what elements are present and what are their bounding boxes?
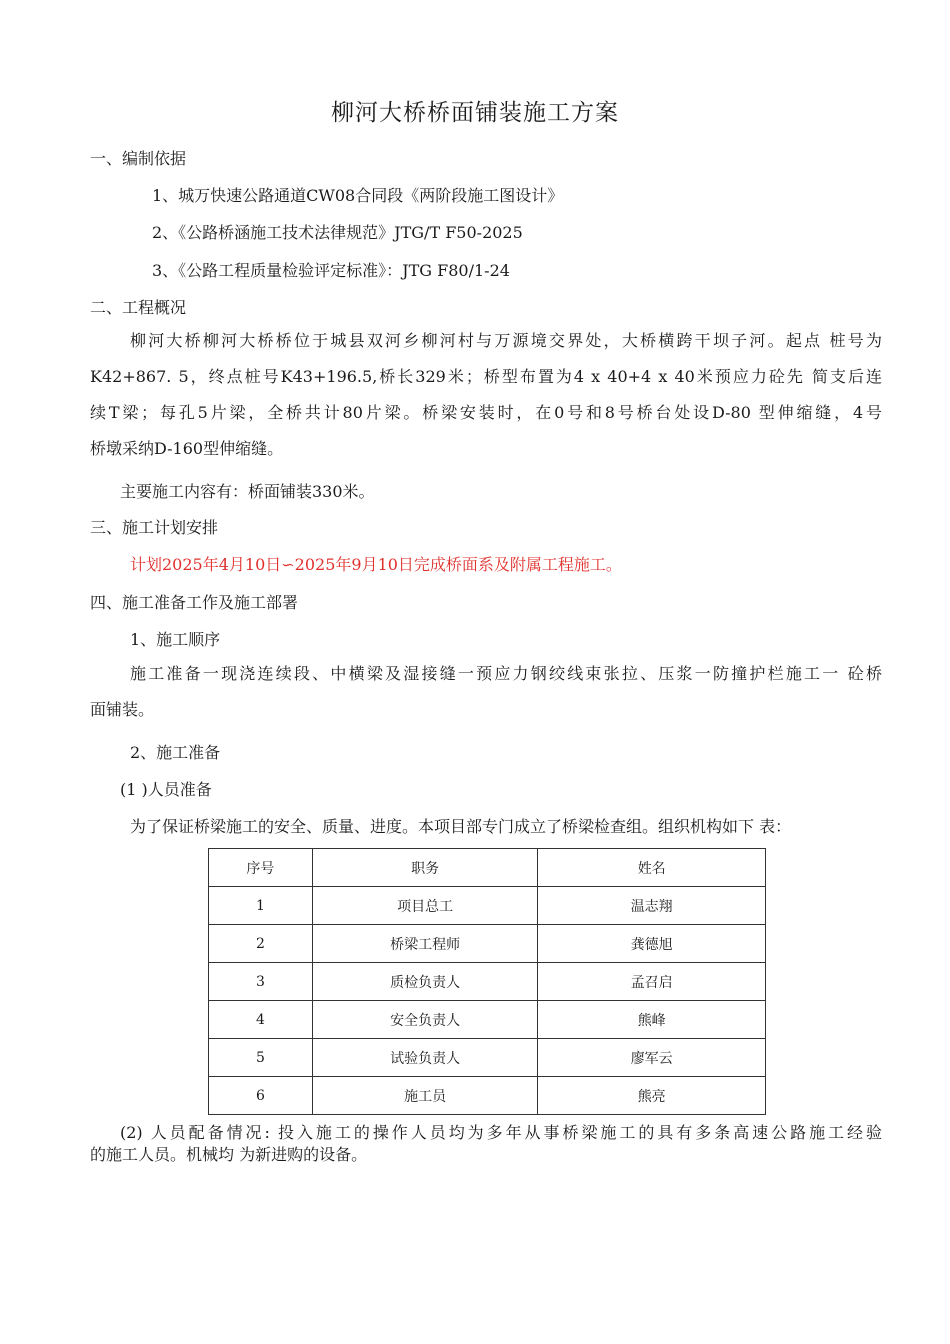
subsection-personnel: (1 )人员准备	[120, 780, 212, 799]
cell-index: 1	[209, 887, 313, 925]
cell-position: 质检负责人	[312, 963, 538, 1001]
cell-name: 熊峰	[538, 1001, 766, 1039]
basis-item-3: 3、《公路工程质量检验评定标准》：JTG F80/1-24	[152, 261, 510, 280]
cell-index: 4	[209, 1001, 313, 1039]
table-row	[209, 1001, 766, 1039]
subsection-sequence: 1、施工顺序	[130, 630, 221, 649]
overview-line-3: 续T梁；每孔5片梁，全桥共计80片梁。桥梁安装时，在0号和8号桥台处设D-80 型伸缩缝，4号	[90, 403, 882, 422]
staffing-note	[90, 1122, 882, 1166]
schedule-plan-text: 计划2025年4月10日∽2025年9月10日完成桥面系及附属工程施工。	[130, 555, 622, 574]
table-row	[209, 1039, 766, 1077]
cell-index: 5	[209, 1039, 313, 1077]
subsection-preparation: 2、施工准备	[130, 743, 221, 762]
cell-position: 安全负责人	[312, 1001, 538, 1039]
cell-position: 施工员	[312, 1077, 538, 1115]
basis-item-2: 2、《公路桥涵施工技术法律规范》JTG/T F50-2025	[152, 223, 523, 242]
sequence-line-2: 面铺装。	[90, 700, 155, 719]
table-row	[209, 963, 766, 1001]
staffing-note-line-2: 的施工人员。机械均 为新进购的设备。	[90, 1145, 368, 1164]
cell-index: 3	[209, 963, 313, 1001]
table-row	[209, 925, 766, 963]
header-position: 职务	[312, 849, 538, 887]
header-name: 姓名	[538, 849, 766, 887]
organization-table	[208, 848, 766, 1115]
basis-item-1: 1、城万快速公路通道CW08合同段《两阶段施工图设计》	[152, 186, 564, 205]
cell-position: 试验负责人	[312, 1039, 538, 1077]
section-heading-schedule: 三、施工计划安排	[90, 518, 219, 537]
header-index: 序号	[209, 849, 313, 887]
sequence-paragraph	[90, 656, 882, 728]
cell-name: 龚德旭	[538, 925, 766, 963]
table-row	[209, 887, 766, 925]
main-content-text: 主要施工内容有：桥面铺装330米。	[120, 482, 375, 501]
overview-paragraph	[90, 323, 882, 467]
cell-position: 项目总工	[312, 887, 538, 925]
cell-position: 桥梁工程师	[312, 925, 538, 963]
overview-line-2: K42+867. 5，终点桩号K43+196.5,桥长329米；桥型布置为4 x 40+4 x 40米预应力砼先 简支后连	[90, 367, 882, 386]
cell-name: 廖军云	[538, 1039, 766, 1077]
cell-name: 熊亮	[538, 1077, 766, 1115]
cell-name: 温志翔	[538, 887, 766, 925]
overview-line-1: 柳河大桥柳河大桥桥位于城县双河乡柳河村与万源境交界处，大桥横跨干坝子河。起点 桩号为	[130, 331, 882, 350]
cell-index: 6	[209, 1077, 313, 1115]
overview-line-4: 桥墩采纳D-160型伸缩缝。	[90, 439, 284, 458]
cell-index: 2	[209, 925, 313, 963]
section-heading-preparation: 四、施工准备工作及施工部署	[90, 593, 299, 612]
table-row	[209, 1077, 766, 1115]
cell-name: 孟召启	[538, 963, 766, 1001]
table-header-row	[209, 849, 766, 887]
section-heading-overview: 二、工程概况	[90, 298, 187, 317]
section-heading-basis: 一、编制依据	[90, 149, 187, 168]
sequence-line-1: 施工准备一现浇连续段、中横梁及湿接缝一预应力钢绞线束张拉、压浆一防撞护栏施工一 砼桥	[130, 664, 882, 683]
document-title: 柳河大桥桥面铺装施工方案	[331, 100, 619, 126]
staffing-note-line-1: (2) 人员配备情况: 投入施工的操作人员均为多年从事桥梁施工的具有多条高速公路施工经验	[120, 1123, 882, 1142]
personnel-intro: 为了保证桥梁施工的安全、质量、进度。本项目部专门成立了桥梁检查组。组织机构如下 表：	[130, 817, 792, 836]
